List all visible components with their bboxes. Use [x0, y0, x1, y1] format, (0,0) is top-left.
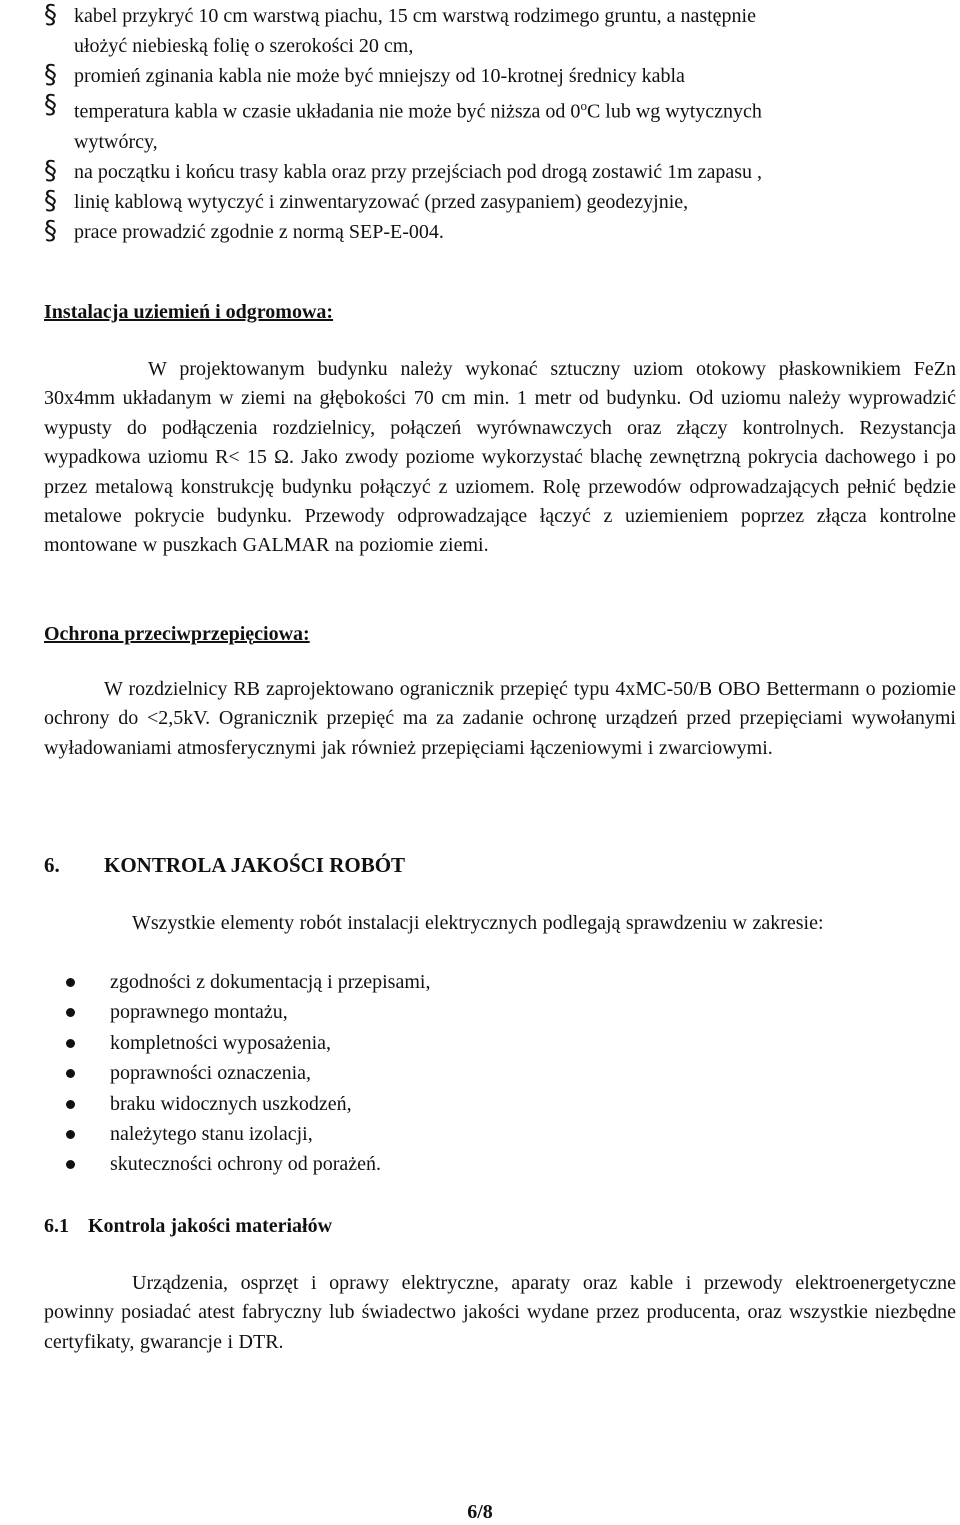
section-6-1-title — [44, 1211, 332, 1241]
list-item-text: kompletności wyposażenia, — [110, 1031, 332, 1054]
section-number: 6.1 — [44, 1215, 69, 1237]
grounding-heading: Instalacja uziemień i odgromowa: — [44, 301, 334, 323]
list-item — [66, 967, 430, 997]
section-6-intro — [44, 909, 956, 938]
list-item-text: skuteczności ochrony od porażeń. — [110, 1153, 382, 1176]
surge-paragraph — [44, 675, 956, 763]
list-item-text: poprawnego montażu, — [110, 1001, 288, 1024]
list-item — [66, 1058, 430, 1088]
dash-item-line — [74, 91, 960, 127]
dash-item-line: promień zginania kabla nie może być mniejszy od 10-krotnej średnicy kabla — [74, 65, 685, 87]
grounding-paragraph — [44, 355, 956, 561]
section-6-title — [44, 850, 405, 880]
bullet-dot-icon — [66, 1130, 75, 1139]
dash-item — [44, 157, 960, 187]
list-item — [66, 1149, 430, 1179]
list-item-text: należytego stanu izolacji, — [110, 1123, 313, 1146]
list-item-text: zgodności z dokumentacją i przepisami, — [110, 971, 431, 993]
degree-superscript: o — [580, 98, 587, 113]
section-number: 6. — [44, 853, 60, 877]
list-item — [66, 1119, 430, 1149]
dash-item-line: kabel przykryć 10 cm warstwą piachu, 15 cm warstwą rodzimego gruntu, a następnie — [74, 5, 756, 27]
dash-bullet-icon: § — [44, 185, 57, 216]
dash-item-line: ułożyć niebieską folię o szerokości 20 cm, — [74, 35, 414, 57]
dash-bullet-icon: § — [44, 60, 57, 90]
dash-item-line: prace prowadzić zgodnie z normą SEP-E-004. — [74, 220, 444, 243]
dash-item-text: temperatura kabla w czasie układania nie może być niższa od 0 — [74, 100, 581, 123]
list-item-text: braku widocznych uszkodzeń, — [110, 1092, 352, 1115]
paragraph-text: Urządzenia, osprzęt i oprawy elektryczne, aparaty oraz kable i przewody elektroenergetyczne powinny posiadać atest fabryczny lub świadectwo jakości wydane przez producenta, oraz wszystkie niezbędne certyfikaty, gwarancje i DTR. — [44, 1272, 956, 1353]
dash-item-text: C lub wg wytycznych — [586, 100, 762, 123]
paragraph-text: W rozdzielnicy RB zaprojektowano ogranicznik przepięć typu 4xMC-50/B OBO Bettermann o poziomie ochrony do <2,5kV. Ogranicznik przepięć ma za zadanie ochronę urządzeń przed przepięciami wywołanymi wyładowaniami atmosferycznymi jak również przepięciami łączeniowymi i zwarciowymi. — [44, 678, 956, 759]
list-item-text: poprawności oznaczenia, — [110, 1062, 312, 1085]
bullet-dot-icon — [66, 1039, 75, 1048]
dash-bullet-icon: § — [44, 90, 57, 120]
bullet-dot-icon — [66, 1100, 75, 1109]
list-item — [66, 997, 430, 1027]
paragraph-text: Wszystkie elementy robót instalacji elektrycznych podlegają sprawdzeniu w zakresie: — [132, 912, 824, 934]
bullet-dot-icon — [66, 1160, 75, 1169]
inspection-scope-list — [66, 967, 430, 1180]
dash-bullet-icon: § — [44, 215, 57, 246]
list-item — [66, 1089, 430, 1119]
dash-item — [44, 217, 960, 247]
bullet-dot-icon — [66, 1008, 75, 1017]
section-title-text: Kontrola jakości materiałów — [88, 1215, 333, 1237]
dash-bullet-icon: § — [44, 0, 57, 30]
section-6-1-paragraph — [44, 1269, 956, 1357]
dash-item — [44, 187, 960, 217]
paragraph-text: W projektowanym budynku należy wykonać sztuczny uziom otokowy płaskownikiem FeZn 30x4mm układanym w ziemi na głębokości 70 cm min. 1 metr od budynku. Od uziomu należy wyprowadzić wypusty do podłączenia rozdzielnicy, połączeń wyrównawczych oraz złączy kontrolnych. Rezystancja wypadkowa uziomu R< 15 Ω. Jako zwody poziome wykorzystać blachę zewnętrzną pokrycia dachowego i po przez metalową konstrukcję budynku połączyć z uziomem. Rolę przewodów odprowadzających pełnić będzie metalowe pokrycie budynku. Przewody odprowadzające łączyć z uziemieniem poprzez złącza kontrolne montowane w puszkach GALMAR na poziomie ziemi. — [44, 358, 956, 557]
dash-bullet-icon: § — [44, 155, 57, 186]
dash-item — [44, 91, 960, 157]
list-item — [66, 1028, 430, 1058]
dash-list — [44, 1, 960, 247]
bullet-dot-icon — [66, 978, 75, 987]
dash-item — [44, 1, 960, 61]
section-title-text: KONTROLA JAKOŚCI ROBÓT — [104, 853, 406, 877]
page-number: 6/8 — [467, 1501, 493, 1523]
dash-item-line: linię kablową wytyczyć i zinwentaryzować (przed zasypaniem) geodezyjnie, — [74, 190, 689, 213]
surge-heading: Ochrona przeciwprzepięciowa: — [44, 623, 310, 645]
bullet-dot-icon — [66, 1069, 75, 1078]
dash-item-line: wytwórcy, — [74, 130, 158, 153]
dash-item-line: na początku i końcu trasy kabla oraz przy przejściach pod drogą zostawić 1m zapasu , — [74, 160, 763, 183]
dash-item — [44, 61, 960, 91]
